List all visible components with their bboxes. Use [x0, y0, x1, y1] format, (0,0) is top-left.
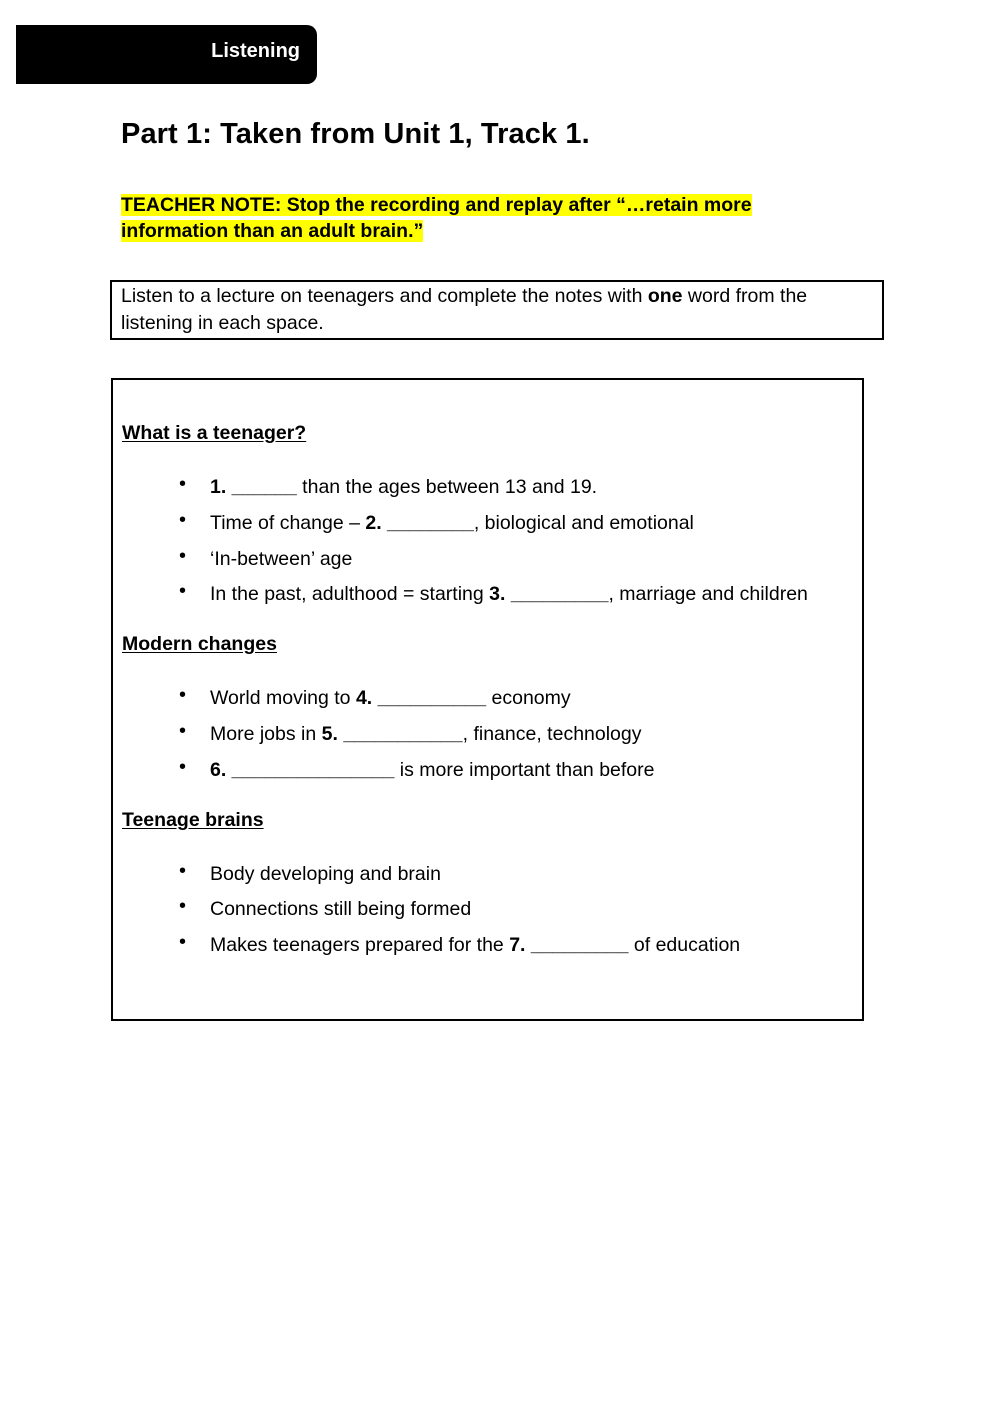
- section-heading: What is a teenager?: [122, 422, 307, 444]
- page-title: Part 1: Taken from Unit 1, Track 1.: [121, 118, 590, 150]
- section-heading: Modern changes: [122, 633, 277, 655]
- bullet-icon: •: [179, 473, 187, 495]
- item-text: Body developing and brain: [210, 863, 441, 885]
- gap-blank-6[interactable]: 6. _______________: [210, 759, 395, 781]
- item-text-end: , biological and emotional: [473, 512, 694, 534]
- gap-blank-1[interactable]: 1. ______: [210, 476, 297, 498]
- instructions-emphasis: one: [647, 285, 683, 307]
- bullet-icon: •: [179, 860, 187, 882]
- item-text: ‘In-between’ age: [210, 548, 353, 570]
- bullet-icon: •: [179, 545, 187, 567]
- item-text-end: , marriage and children: [608, 583, 808, 605]
- section-tab: [16, 25, 317, 84]
- item-text-end: than the ages between 13 and 19.: [296, 476, 598, 498]
- item-text: Makes teenagers prepared for the: [210, 934, 510, 956]
- section-tab-label: Listening: [211, 40, 300, 62]
- bullet-icon: •: [179, 684, 187, 706]
- bullet-icon: •: [179, 509, 187, 531]
- gap-blank-3[interactable]: 3. _________: [489, 583, 609, 605]
- item-text-end: of education: [628, 934, 741, 956]
- bullet-icon: •: [179, 756, 187, 778]
- bullet-icon: •: [179, 720, 187, 742]
- gap-blank-5[interactable]: 5. ___________: [321, 723, 463, 745]
- item-text: More jobs in: [210, 723, 322, 745]
- item-text: Time of change –: [210, 512, 366, 534]
- teacher-note-line-2: information than an adult brain.”: [121, 220, 424, 242]
- bullet-icon: •: [179, 931, 187, 953]
- bullet-icon: •: [179, 895, 187, 917]
- item-text-end: , finance, technology: [462, 723, 642, 745]
- item-text-end: is more important than before: [394, 759, 655, 781]
- instructions-text: Listen to a lecture on teenagers and complete the notes with: [121, 285, 648, 307]
- instructions-box: [110, 280, 884, 340]
- item-text-end: economy: [486, 687, 571, 709]
- section-heading: Teenage brains: [122, 809, 264, 831]
- bullet-icon: •: [179, 580, 187, 602]
- item-text: Connections still being formed: [210, 898, 472, 920]
- gap-blank-7[interactable]: 7. _________: [509, 934, 629, 956]
- teacher-note-line-1: TEACHER NOTE: Stop the recording and replay after “…retain more: [121, 194, 752, 216]
- item-text: In the past, adulthood = starting: [210, 583, 490, 605]
- gap-blank-4[interactable]: 4. __________: [355, 687, 487, 709]
- gap-blank-2[interactable]: 2. ________: [365, 512, 474, 534]
- item-text: World moving to: [210, 687, 356, 709]
- instructions-text-end: word from the listening in each space.: [121, 285, 808, 334]
- notes-box: [111, 378, 864, 1021]
- teacher-note: [121, 192, 801, 244]
